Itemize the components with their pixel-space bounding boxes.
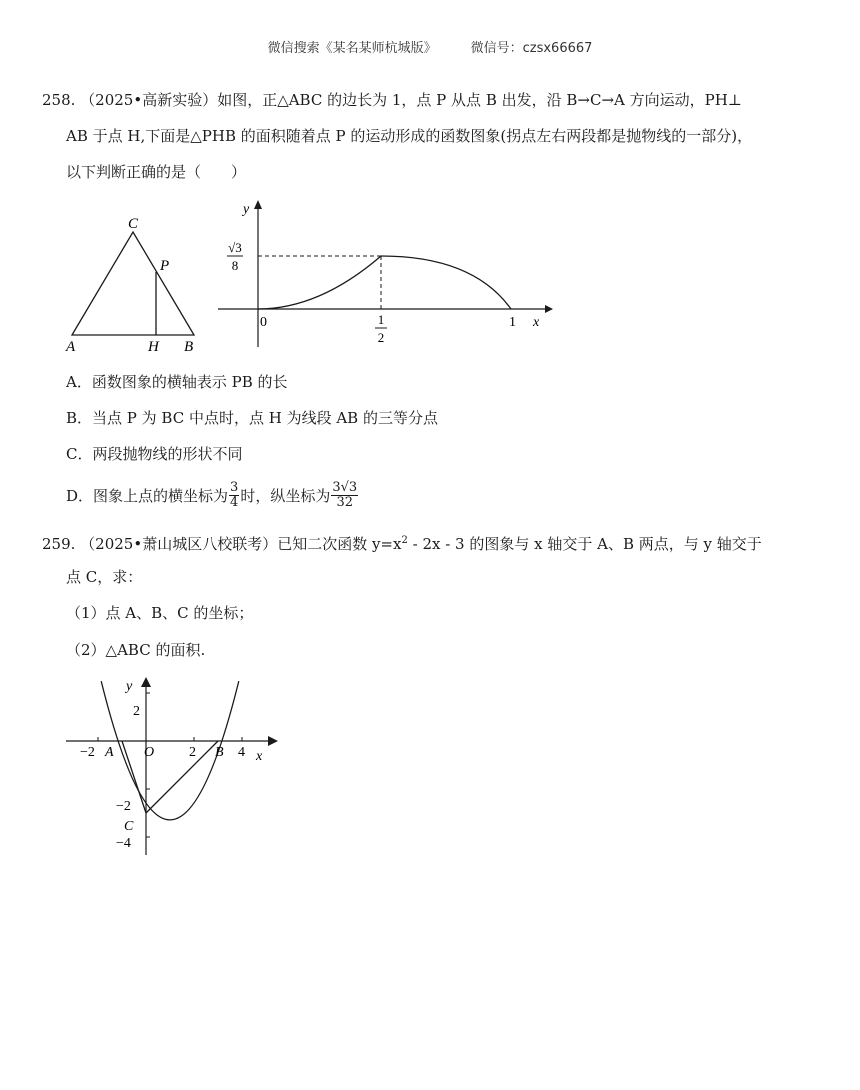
x-axis-arrow [545,305,553,313]
q258-stem-line1: 258. （2025•高新实验）如图，正△ABC 的边长为 1，点 P 从点 B 出发，沿 B→C→A 方向运动，PH⊥ [42,91,742,109]
q258-function-graph [215,195,555,355]
q259-exponent: 2 [401,535,408,546]
xmid-numerator: 1 [377,312,385,327]
label-y: y [126,679,133,694]
option-d-f1-num: 3 [230,480,239,495]
q258-option-d [66,481,359,510]
q258-triangle-figure [60,210,210,355]
q259-parabola-figure [60,675,290,860]
graph-origin-label: 0 [260,315,267,330]
label-c: C [128,216,139,232]
tick-label-y-neg2: −2 [116,799,131,814]
q258-option-c: C．两段抛物线的形状不同 [66,445,243,463]
label-p: P [160,258,170,274]
label-a: A [105,745,114,760]
tick-label-x-4: 4 [238,745,245,760]
q259-part1: （1）点 A、B、C 的坐标； [66,604,254,622]
y-axis-arrow [254,200,262,209]
y-axis-arrow [141,677,151,687]
header-wechat-search: 微信搜索《某名某师杭城版》 [267,41,437,56]
q259-line1-pre: 259. （2025•萧山城区八校联考）已知二次函数 y=x [42,535,402,553]
q259-line1-post: - 2x - 3 的图象与 x 轴交于 A、B 两点，与 y 轴交于 [407,535,762,553]
option-d-middle: 时，纵坐标为 [240,486,331,505]
q258-stem-line3: 以下判断正确的是（ ） [66,163,247,181]
ymax-denominator: 8 [231,258,239,273]
q259-stem-line2: 点 C，求： [66,568,143,586]
header-wechat-id: 微信号：czsx66667 [470,41,593,56]
graph-y-label: y [243,202,250,217]
label-x: x [256,749,263,764]
xmid-denominator: 2 [377,330,385,345]
triangle-abc [72,232,194,335]
page-header [0,37,860,56]
label-c: C [124,819,134,834]
curve-right-parabola [381,256,511,309]
tick-label-x-neg2: −2 [80,745,95,760]
q258-stem-line2: AB 于点 H,下面是△PHB 的面积随着点 P 的运动形成的函数图象(拐点左右两段都是抛物线的一部分)， [66,127,753,145]
x-axis-arrow [268,736,278,746]
label-h: H [148,339,159,355]
option-d-fraction-1 [229,481,239,510]
option-d-fraction-2 [331,481,358,510]
q258-option-a: A．函数图象的横轴表示 PB 的长 [66,373,288,391]
option-d-f2-den: 32 [336,495,354,510]
ymax-numerator: √3 [228,240,242,255]
option-d-f1-den: 4 [230,495,239,510]
tick-label-y-neg4: −4 [116,836,131,851]
label-o: O [144,745,155,760]
curve-left-parabola [258,256,381,309]
tick-label-x-2: 2 [189,745,196,760]
xend-label: 1 [509,315,516,330]
label-b: B [184,339,194,355]
option-d-prefix: D．图象上点的横坐标为 [66,486,229,505]
label-b: B [215,745,224,760]
q258-option-b: B．当点 P 为 BC 中点时，点 H 为线段 AB 的三等分点 [66,409,438,427]
graph-x-label: x [533,315,540,330]
triangle-abc-segments [122,741,218,813]
tick-label-y-2: 2 [133,704,140,719]
q259-stem-line1 [42,531,762,554]
option-d-f2-num: 3√3 [332,480,358,495]
label-a: A [66,339,76,355]
q259-part2: （2）△ABC 的面积. [66,641,206,659]
